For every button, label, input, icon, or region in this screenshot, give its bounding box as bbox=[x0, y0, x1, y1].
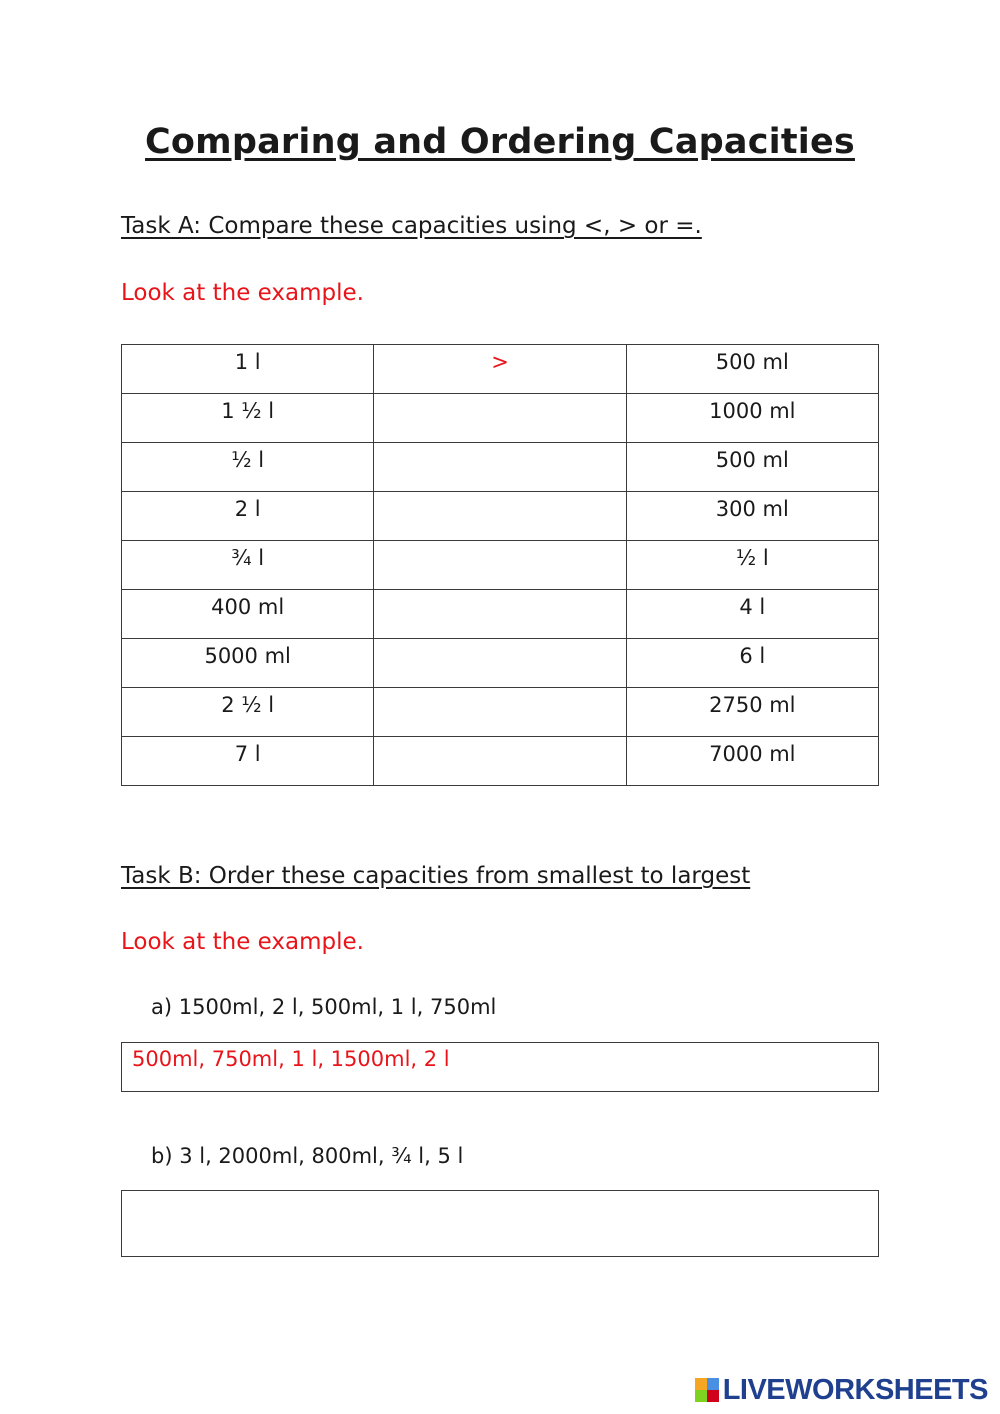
comparison-sign-cell[interactable] bbox=[374, 492, 626, 541]
comparison-sign-cell[interactable] bbox=[374, 443, 626, 492]
left-capacity-cell: 1 ½ l bbox=[122, 394, 374, 443]
task-a-example-note: Look at the example. bbox=[121, 280, 364, 306]
comparison-sign-cell[interactable] bbox=[374, 688, 626, 737]
right-capacity-cell: 2750 ml bbox=[626, 688, 878, 737]
comparison-row bbox=[122, 394, 879, 443]
question-a-prompt: a) 1500ml, 2 l, 500ml, 1 l, 750ml bbox=[151, 995, 497, 1019]
comparison-sign-cell[interactable]: > bbox=[374, 345, 626, 394]
left-capacity-cell: 5000 ml bbox=[122, 639, 374, 688]
right-capacity-cell: 1000 ml bbox=[626, 394, 878, 443]
right-capacity-cell: 6 l bbox=[626, 639, 878, 688]
comparison-row bbox=[122, 737, 879, 786]
comparison-row bbox=[122, 639, 879, 688]
comparison-sign-cell[interactable] bbox=[374, 639, 626, 688]
comparison-table bbox=[121, 344, 879, 786]
left-capacity-cell: ½ l bbox=[122, 443, 374, 492]
comparison-row bbox=[122, 590, 879, 639]
comparison-row bbox=[122, 345, 879, 394]
left-capacity-cell: 400 ml bbox=[122, 590, 374, 639]
left-capacity-cell: ¾ l bbox=[122, 541, 374, 590]
question-b-answer-box[interactable] bbox=[121, 1190, 879, 1257]
right-capacity-cell: 500 ml bbox=[626, 443, 878, 492]
right-capacity-cell: 7000 ml bbox=[626, 737, 878, 786]
comparison-row bbox=[122, 541, 879, 590]
right-capacity-cell: 300 ml bbox=[626, 492, 878, 541]
question-b-prompt: b) 3 l, 2000ml, 800ml, ¾ l, 5 l bbox=[151, 1144, 464, 1168]
comparison-row bbox=[122, 443, 879, 492]
left-capacity-cell: 7 l bbox=[122, 737, 374, 786]
page-title: Comparing and Ordering Capacities bbox=[145, 122, 855, 162]
comparison-row bbox=[122, 492, 879, 541]
comparison-sign-cell[interactable] bbox=[374, 590, 626, 639]
comparison-sign-cell[interactable] bbox=[374, 737, 626, 786]
task-a-heading: Task A: Compare these capacities using <, > or =. bbox=[121, 213, 702, 239]
liveworksheets-brand bbox=[695, 1372, 988, 1408]
left-capacity-cell: 2 l bbox=[122, 492, 374, 541]
question-a-answer-box[interactable]: 500ml, 750ml, 1 l, 1500ml, 2 l bbox=[121, 1042, 879, 1092]
left-capacity-cell: 1 l bbox=[122, 345, 374, 394]
task-b-example-note: Look at the example. bbox=[121, 929, 364, 955]
right-capacity-cell: 500 ml bbox=[626, 345, 878, 394]
comparison-row bbox=[122, 688, 879, 737]
brand-name: LIVEWORKSHEETS bbox=[722, 1373, 988, 1406]
right-capacity-cell: 4 l bbox=[626, 590, 878, 639]
right-capacity-cell: ½ l bbox=[626, 541, 878, 590]
liveworksheets-logo-icon bbox=[695, 1378, 719, 1402]
left-capacity-cell: 2 ½ l bbox=[122, 688, 374, 737]
comparison-sign-cell[interactable] bbox=[374, 394, 626, 443]
task-b-heading: Task B: Order these capacities from smallest to largest bbox=[121, 863, 751, 889]
comparison-sign-cell[interactable] bbox=[374, 541, 626, 590]
